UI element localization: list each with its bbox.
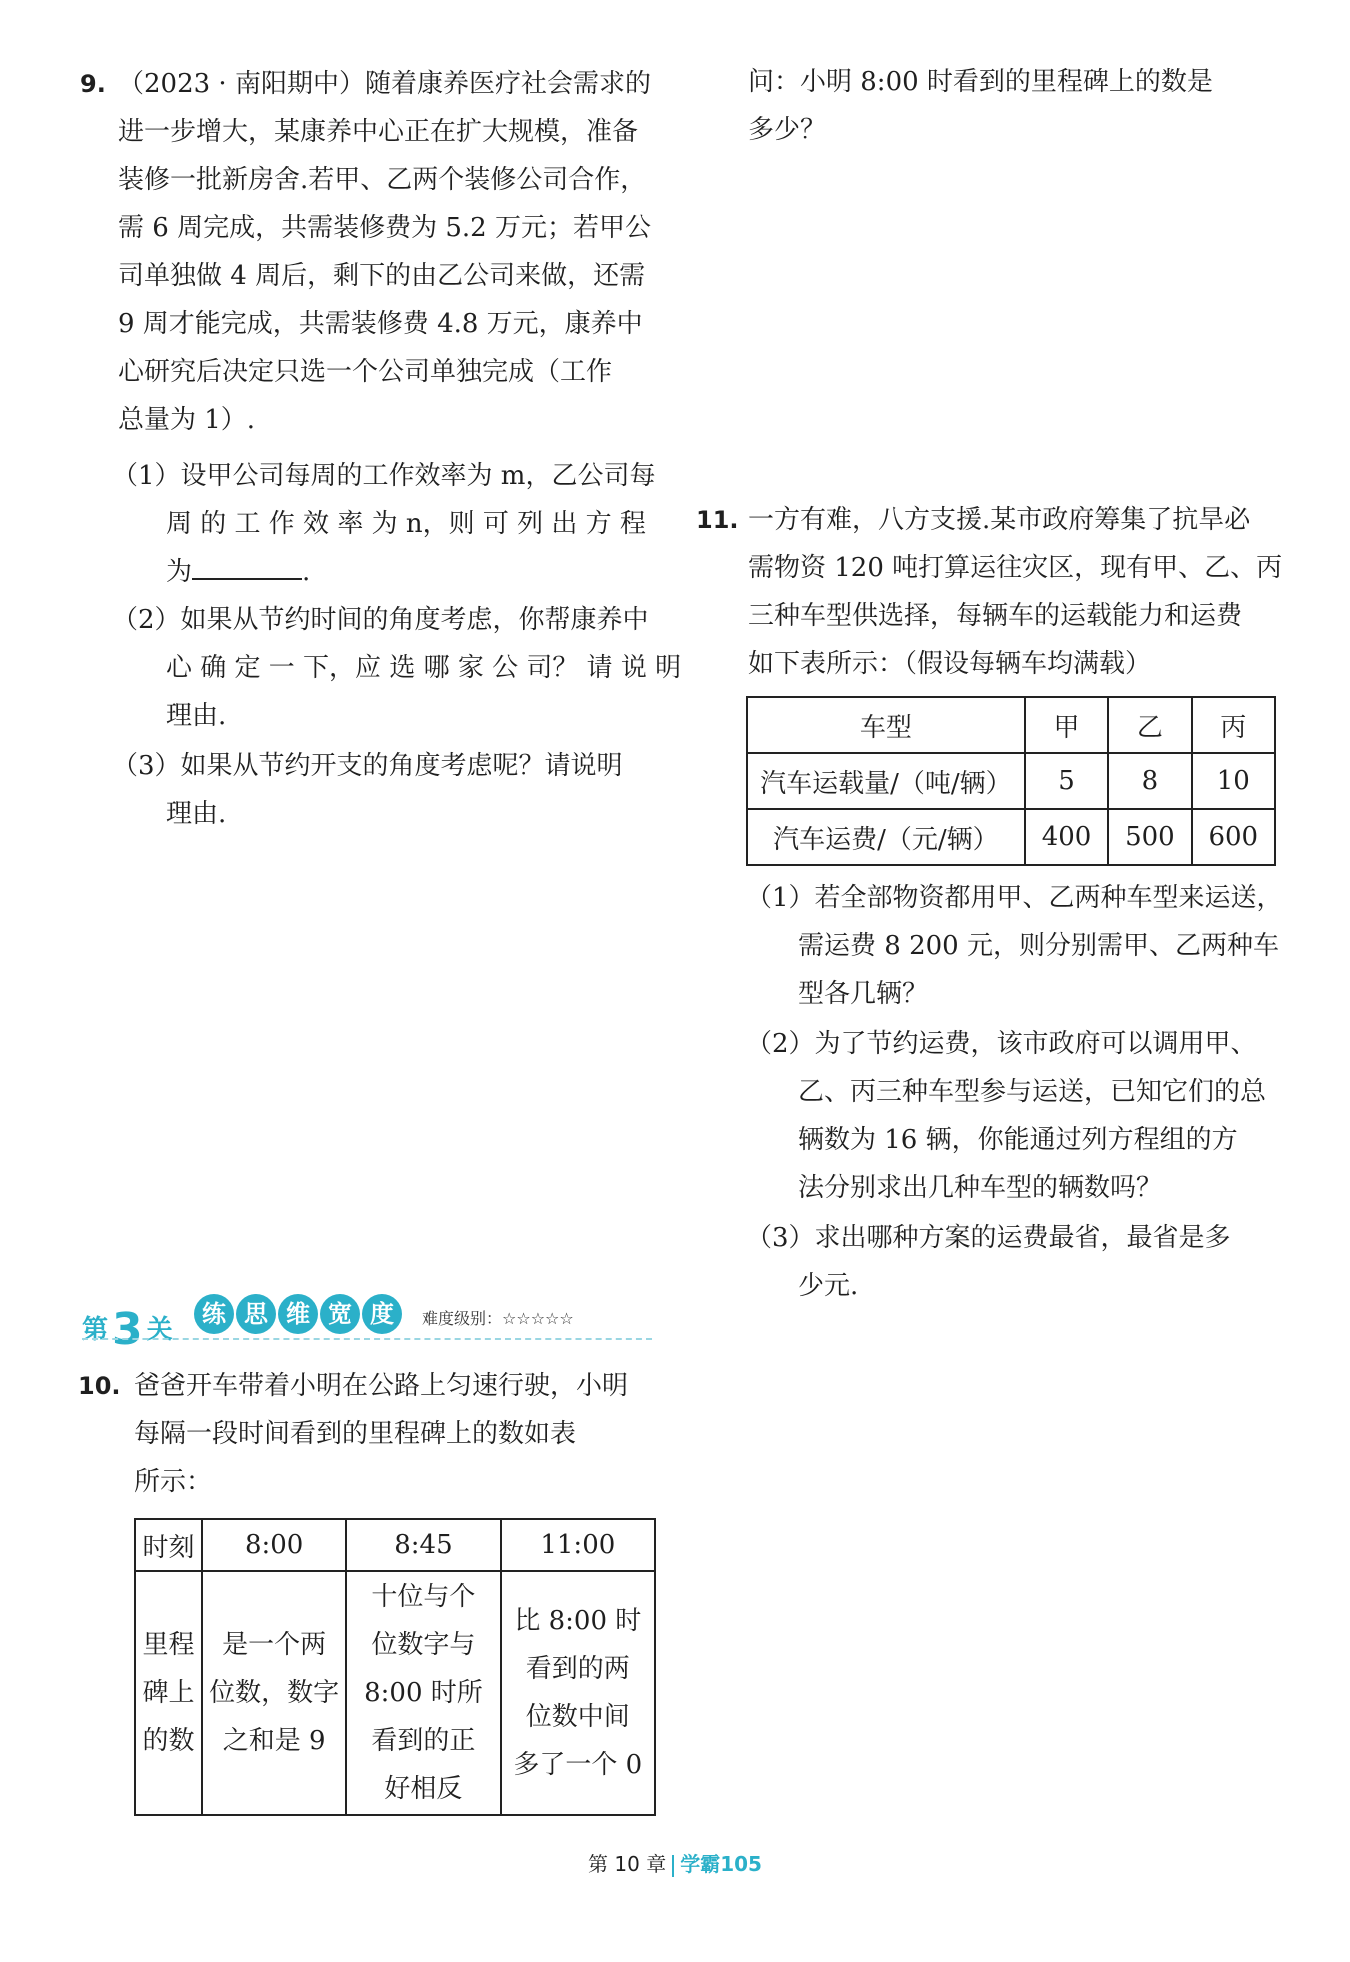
cell-line: 看到的正	[371, 1726, 476, 1756]
q10-line: 爸爸开车带着小明在公路上匀速行驶，小明	[134, 1371, 629, 1401]
q9-sub2-line: （2）如果从节约时间的角度考虑，你帮康养中	[112, 605, 649, 635]
cell-line: 好相反	[384, 1774, 463, 1804]
table-header-cell: 甲	[1025, 697, 1108, 753]
table-row-label: 汽车运载量/（吨/辆）	[747, 753, 1025, 809]
section-divider	[82, 1338, 652, 1340]
table-header-cell: 丙	[1192, 697, 1275, 753]
q9-sub1-prefix: 为	[166, 557, 193, 587]
q11-line: 一方有难，八方支援.某市政府筹集了抗旱必	[748, 505, 1251, 535]
footer-separator	[672, 1855, 674, 1877]
cell-line: 比 8:00 时	[514, 1606, 642, 1636]
cell-line: 8:00 时所	[364, 1678, 483, 1708]
q11-sub2-line: 法分别求出几种车型的辆数吗？	[798, 1173, 1163, 1203]
table-header-cell: 11:00	[501, 1519, 655, 1571]
answer-blank[interactable]	[192, 548, 302, 580]
table-cell: 8	[1108, 753, 1191, 809]
question-10-number: 10.	[78, 1372, 121, 1400]
q11-line: 如下表所示：（假设每辆车均满载）	[748, 649, 1152, 679]
table-row-label	[135, 1571, 202, 1815]
section-level-prefix: 第	[82, 1315, 109, 1345]
cell-line: 十位与个	[371, 1582, 476, 1612]
question-11-number: 11.	[696, 506, 739, 534]
q9-line: 需 6 周完成，共需装修费为 5.2 万元；若甲公	[118, 213, 651, 243]
q11-sub2-line: （2）为了节约运费，该市政府可以调用甲、	[746, 1029, 1257, 1059]
table-cell: 500	[1108, 809, 1191, 865]
section-level-number: 3	[112, 1304, 143, 1355]
cell-line: 的数	[142, 1726, 195, 1756]
cell-line: 多了一个 0	[513, 1750, 643, 1780]
q11-sub1-line: 型各几辆？	[798, 979, 929, 1009]
cell-line: 位数，数字	[209, 1678, 340, 1708]
table-header-cell: 8:45	[346, 1519, 500, 1571]
cell-line: 是一个两	[222, 1630, 327, 1660]
table-cell: 10	[1192, 753, 1275, 809]
q9-sub2-line: 理由.	[166, 701, 227, 731]
section-level	[82, 1298, 173, 1355]
q9-sub1-line: 周 的 工 作 效 率 为 n，则 可 列 出 方 程	[166, 509, 646, 539]
q9-line: 心研究后决定只选一个公司单独完成（工作	[118, 357, 613, 387]
q9-sub1-answer	[166, 548, 310, 596]
chapter-label: 第 10 章	[588, 1852, 667, 1876]
q9-sub2-line: 心 确 定 一 下，应 选 哪 家 公 司？ 请 说 明	[166, 653, 682, 683]
q9-sub1-end: .	[302, 557, 311, 587]
section-banner	[82, 1290, 652, 1355]
vehicle-table	[746, 696, 1276, 866]
q9-line: 9 周才能完成，共需装修费 4.8 万元，康养中	[118, 309, 643, 339]
section-title-char: 维	[278, 1294, 318, 1334]
difficulty-rating: 难度级别：☆☆☆☆☆	[422, 1309, 574, 1328]
page-footer	[0, 1848, 1350, 1877]
section-title-char: 练	[194, 1294, 234, 1334]
table-cell	[202, 1571, 346, 1815]
q10-line: 所示：	[134, 1467, 213, 1497]
q9-sub3-line: （3）如果从节约开支的角度考虑呢？请说明	[112, 751, 623, 781]
page-number: 105	[720, 1852, 762, 1876]
table-header-cell: 8:00	[202, 1519, 346, 1571]
q11-line: 需物资 120 吨打算运往灾区，现有甲、乙、丙	[748, 553, 1283, 583]
q10-line: 每隔一段时间看到的里程碑上的数如表	[134, 1419, 577, 1449]
section-title-char: 度	[362, 1294, 402, 1334]
q10-question-line: 多少？	[748, 115, 827, 145]
q9-sub1-line: （1）设甲公司每周的工作效率为 m，乙公司每	[112, 461, 656, 491]
question-9-number: 9.	[80, 70, 106, 98]
q11-line: 三种车型供选择，每辆车的运载能力和运费	[748, 601, 1243, 631]
q11-sub3-line: 少元.	[798, 1271, 859, 1301]
table-cell: 5	[1025, 753, 1108, 809]
cell-line: 位数字与	[371, 1630, 476, 1660]
table-cell: 400	[1025, 809, 1108, 865]
section-title-char: 思	[236, 1294, 276, 1334]
table-cell	[346, 1571, 500, 1815]
cell-line: 碑上	[142, 1678, 195, 1708]
q11-sub2-line: 乙、丙三种车型参与运送，已知它们的总	[798, 1077, 1267, 1107]
table-header-cell: 车型	[747, 697, 1025, 753]
table-cell: 600	[1192, 809, 1275, 865]
table-header-cell: 时刻	[135, 1519, 202, 1571]
cell-line: 里程	[142, 1630, 195, 1660]
q9-line: （2023 · 南阳期中）随着康养医疗社会需求的	[118, 69, 651, 99]
section-title-char: 宽	[320, 1294, 360, 1334]
q11-sub3-line: （3）求出哪种方案的运费最省，最省是多	[746, 1223, 1231, 1253]
section-level-suffix: 关	[146, 1315, 173, 1345]
cell-line: 之和是 9	[222, 1726, 326, 1756]
table-cell	[501, 1571, 655, 1815]
q9-line: 装修一批新房舍.若甲、乙两个装修公司合作，	[118, 165, 647, 195]
table-header-cell: 乙	[1108, 697, 1191, 753]
cell-line: 看到的两	[525, 1654, 630, 1684]
brand-logo: 学霸	[680, 1852, 721, 1876]
q11-sub2-line: 辆数为 16 辆，你能通过列方程组的方	[798, 1125, 1238, 1155]
q10-question-line: 问：小明 8:00 时看到的里程碑上的数是	[748, 67, 1213, 97]
q9-sub3-line: 理由.	[166, 799, 227, 829]
cell-line: 位数中间	[525, 1702, 630, 1732]
table-row-label: 汽车运费/（元/辆）	[747, 809, 1025, 865]
milestone-table	[134, 1518, 656, 1816]
q11-sub1-line: 需运费 8 200 元，则分别需甲、乙两种车	[798, 931, 1279, 961]
q11-sub1-line: （1）若全部物资都用甲、乙两种车型来运送，	[746, 883, 1283, 913]
q9-line: 总量为 1）.	[118, 405, 256, 435]
q9-line: 司单独做 4 周后，剩下的由乙公司来做，还需	[118, 261, 646, 291]
q9-line: 进一步增大，某康养中心正在扩大规模，准备	[118, 117, 639, 147]
